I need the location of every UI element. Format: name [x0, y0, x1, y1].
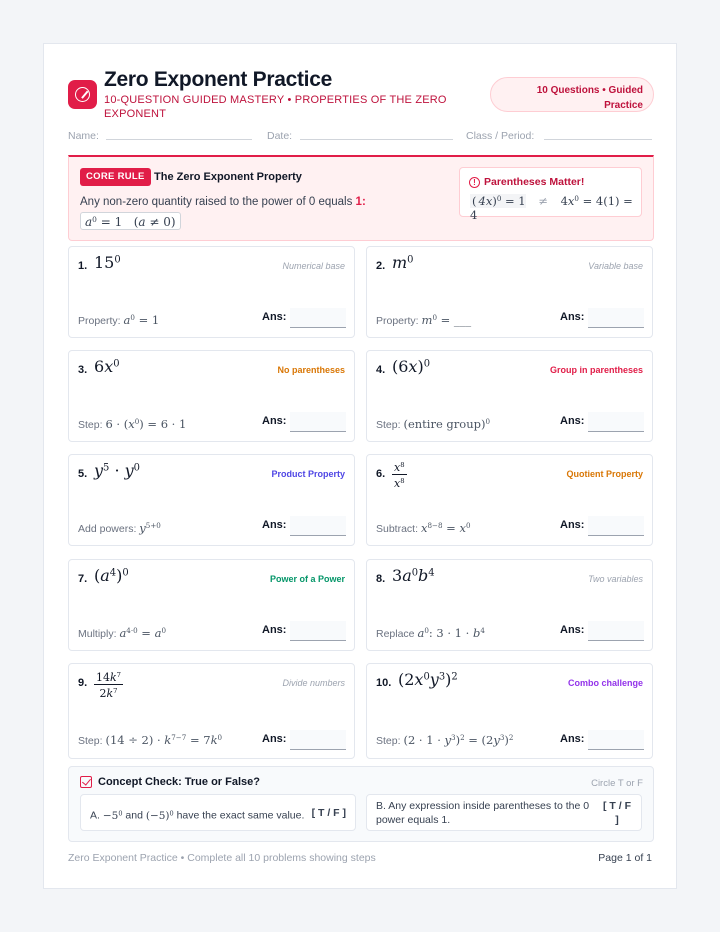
answer-blank[interactable] — [290, 412, 346, 432]
question-card-5 — [68, 454, 355, 546]
question-number: 9. — [78, 677, 88, 689]
header — [68, 68, 654, 128]
question-hint: Property: $a^0 = 1$ — [78, 313, 160, 327]
question-hint: Property: $m^0$ = ___ — [376, 313, 472, 327]
answer-label: Ans: — [560, 519, 585, 531]
page-subtitle: 10-QUESTION GUIDED MASTERY • PROPERTIES OF THE ZERO EXPONENT — [104, 94, 447, 120]
date-field[interactable] — [267, 130, 453, 144]
question-card-6 — [366, 454, 653, 546]
question-number: 5. — [78, 468, 88, 480]
answer-label: Ans: — [262, 624, 287, 636]
parentheses-warning — [459, 167, 642, 222]
question-number: 1. — [78, 260, 88, 272]
question-hint: Subtract: $x^{8-8} = x^0$ — [376, 521, 471, 535]
page-title: Zero Exponent Practice — [104, 68, 332, 91]
alert-icon: ! — [469, 177, 480, 188]
question-expression: $y^5 \cdot y^0$ — [94, 461, 140, 480]
question-hint: Step: $(2 \cdot 1 \cdot y^3)^2 = (2y^3)^2$ — [376, 733, 514, 747]
warning-formula: ( $4x)^0 = 1 \ne 4x^0 = 4(1) = 4$ — [470, 194, 633, 222]
question-card-8 — [366, 559, 653, 651]
stopwatch-icon — [68, 80, 97, 109]
answer-label: Ans: — [262, 311, 287, 323]
question-number: 4. — [376, 364, 386, 376]
question-tag: Power of a Power — [269, 574, 345, 584]
core-rule-badge: CORE RULE — [80, 168, 151, 186]
question-tag: Two variables — [588, 574, 643, 584]
question-count-badge: 10 Questions • Guided Practice — [490, 77, 654, 112]
question-number: 8. — [376, 573, 386, 585]
date-label: Date: — [267, 130, 293, 142]
answer-blank[interactable] — [290, 516, 346, 536]
answer-label: Ans: — [560, 311, 585, 323]
answer-blank[interactable] — [588, 308, 644, 328]
page-number: Page 1 of 1 — [598, 852, 652, 864]
concept-check — [68, 766, 654, 842]
question-expression: $15^0$ — [94, 253, 121, 272]
question-tag: Combo challenge — [567, 678, 643, 688]
question-expression: $(2x^0y^3)^2$ — [398, 670, 458, 689]
answer-label: Ans: — [560, 415, 585, 427]
core-rule-heading: The Zero Exponent Property — [154, 171, 302, 183]
question-card-2 — [366, 246, 653, 338]
question-tag: Numerical base — [282, 261, 345, 271]
true-false-item-a — [80, 794, 356, 831]
question-hint: Step: $6 \cdot (x^0) = 6 \cdot 1$ — [78, 417, 187, 431]
class-period-field[interactable] — [466, 130, 654, 144]
question-card-9 — [68, 663, 355, 759]
question-tag: Quotient Property — [566, 469, 643, 479]
question-hint: Multiply: $a^{4\cdot 0} = a^0$ — [78, 626, 166, 640]
question-card-4 — [366, 350, 653, 442]
question-number: 10. — [376, 677, 392, 689]
student-fields — [68, 130, 654, 144]
question-card-3 — [68, 350, 355, 442]
name-label: Name: — [68, 130, 99, 142]
question-card-1 — [68, 246, 355, 338]
core-rule-formula: $a^0 = 1$ (a ≠ 0) — [80, 212, 181, 230]
question-tag: Divide numbers — [282, 678, 345, 688]
core-rule-one: 1 — [355, 196, 362, 208]
answer-label: Ans: — [262, 733, 287, 745]
question-number: 6. — [376, 468, 386, 480]
question-number: 2. — [376, 260, 386, 272]
class-period-label: Class / Period: — [466, 130, 535, 142]
core-rule-box — [68, 155, 654, 241]
question-tag: Product Property — [271, 469, 345, 479]
item-b-text: B. Any expression inside parentheses to the 0 power equals 1. — [376, 800, 590, 826]
item-a-text: A. $-5^0$ and $(-5)^0$ have the exact same value. — [90, 809, 305, 822]
question-tag: Variable base — [588, 261, 643, 271]
true-false-item-b — [366, 794, 642, 831]
concept-instruction: Circle T or F — [591, 778, 643, 789]
question-expression: $(6x)^0$ — [392, 357, 431, 376]
worksheet-page — [43, 43, 677, 889]
answer-blank[interactable] — [588, 412, 644, 432]
question-tag: No parentheses — [277, 365, 345, 375]
answer-label: Ans: — [262, 415, 287, 427]
question-number: 7. — [78, 573, 88, 585]
answer-blank[interactable] — [588, 516, 644, 536]
question-hint: Replace $a^0$: $3 \cdot 1 \cdot b^4$ — [376, 626, 485, 640]
answer-blank[interactable] — [290, 308, 346, 328]
footer-note: Zero Exponent Practice • Complete all 10 problems showing steps — [68, 852, 376, 864]
core-rule-sentence: Any non-zero quantity raised to the power of 0 equals — [80, 196, 353, 208]
warning-title: Parentheses Matter! — [484, 176, 585, 188]
answer-blank[interactable] — [290, 621, 346, 641]
question-expression: $(a^4)^0$ — [94, 566, 129, 585]
answer-label: Ans: — [560, 624, 585, 636]
concept-title: Concept Check: True or False? — [98, 776, 260, 788]
answer-blank[interactable] — [588, 730, 644, 750]
answer-blank[interactable] — [588, 621, 644, 641]
question-expression: $3a^0b^4$ — [392, 566, 435, 585]
answer-label: Ans: — [262, 519, 287, 531]
question-expression: $6x^0$ — [94, 357, 120, 376]
item-a-circle-tf[interactable]: [ T / F ] — [311, 807, 346, 819]
answer-label: Ans: — [560, 733, 585, 745]
answer-blank[interactable] — [290, 730, 346, 750]
question-card-7 — [68, 559, 355, 651]
question-hint: Add powers: $y^{5+0}$ — [78, 521, 161, 535]
question-hint: Step: (entire group)$^0$ — [376, 417, 490, 431]
question-expression: $\frac{x^8}{x^8}$ — [394, 460, 405, 490]
checkbox-icon — [80, 776, 92, 788]
question-card-10 — [366, 663, 653, 759]
question-hint: Step: $(14 \div 2) \cdot k^{7-7} = 7k^0$ — [78, 733, 223, 747]
core-rule-text: Any non-zero quantity raised to the power of 0 equals 1: $a^0 = 1$ (a ≠ 0) — [80, 196, 366, 230]
question-number: 3. — [78, 364, 88, 376]
name-field[interactable] — [68, 130, 254, 144]
question-tag: Group in parentheses — [549, 365, 643, 375]
question-expression: $m^0$ — [392, 253, 414, 272]
item-b-circle-tf[interactable]: [ T / F ] — [603, 800, 631, 826]
question-expression: $\frac{14k^7}{2k^7}$ — [96, 670, 122, 700]
